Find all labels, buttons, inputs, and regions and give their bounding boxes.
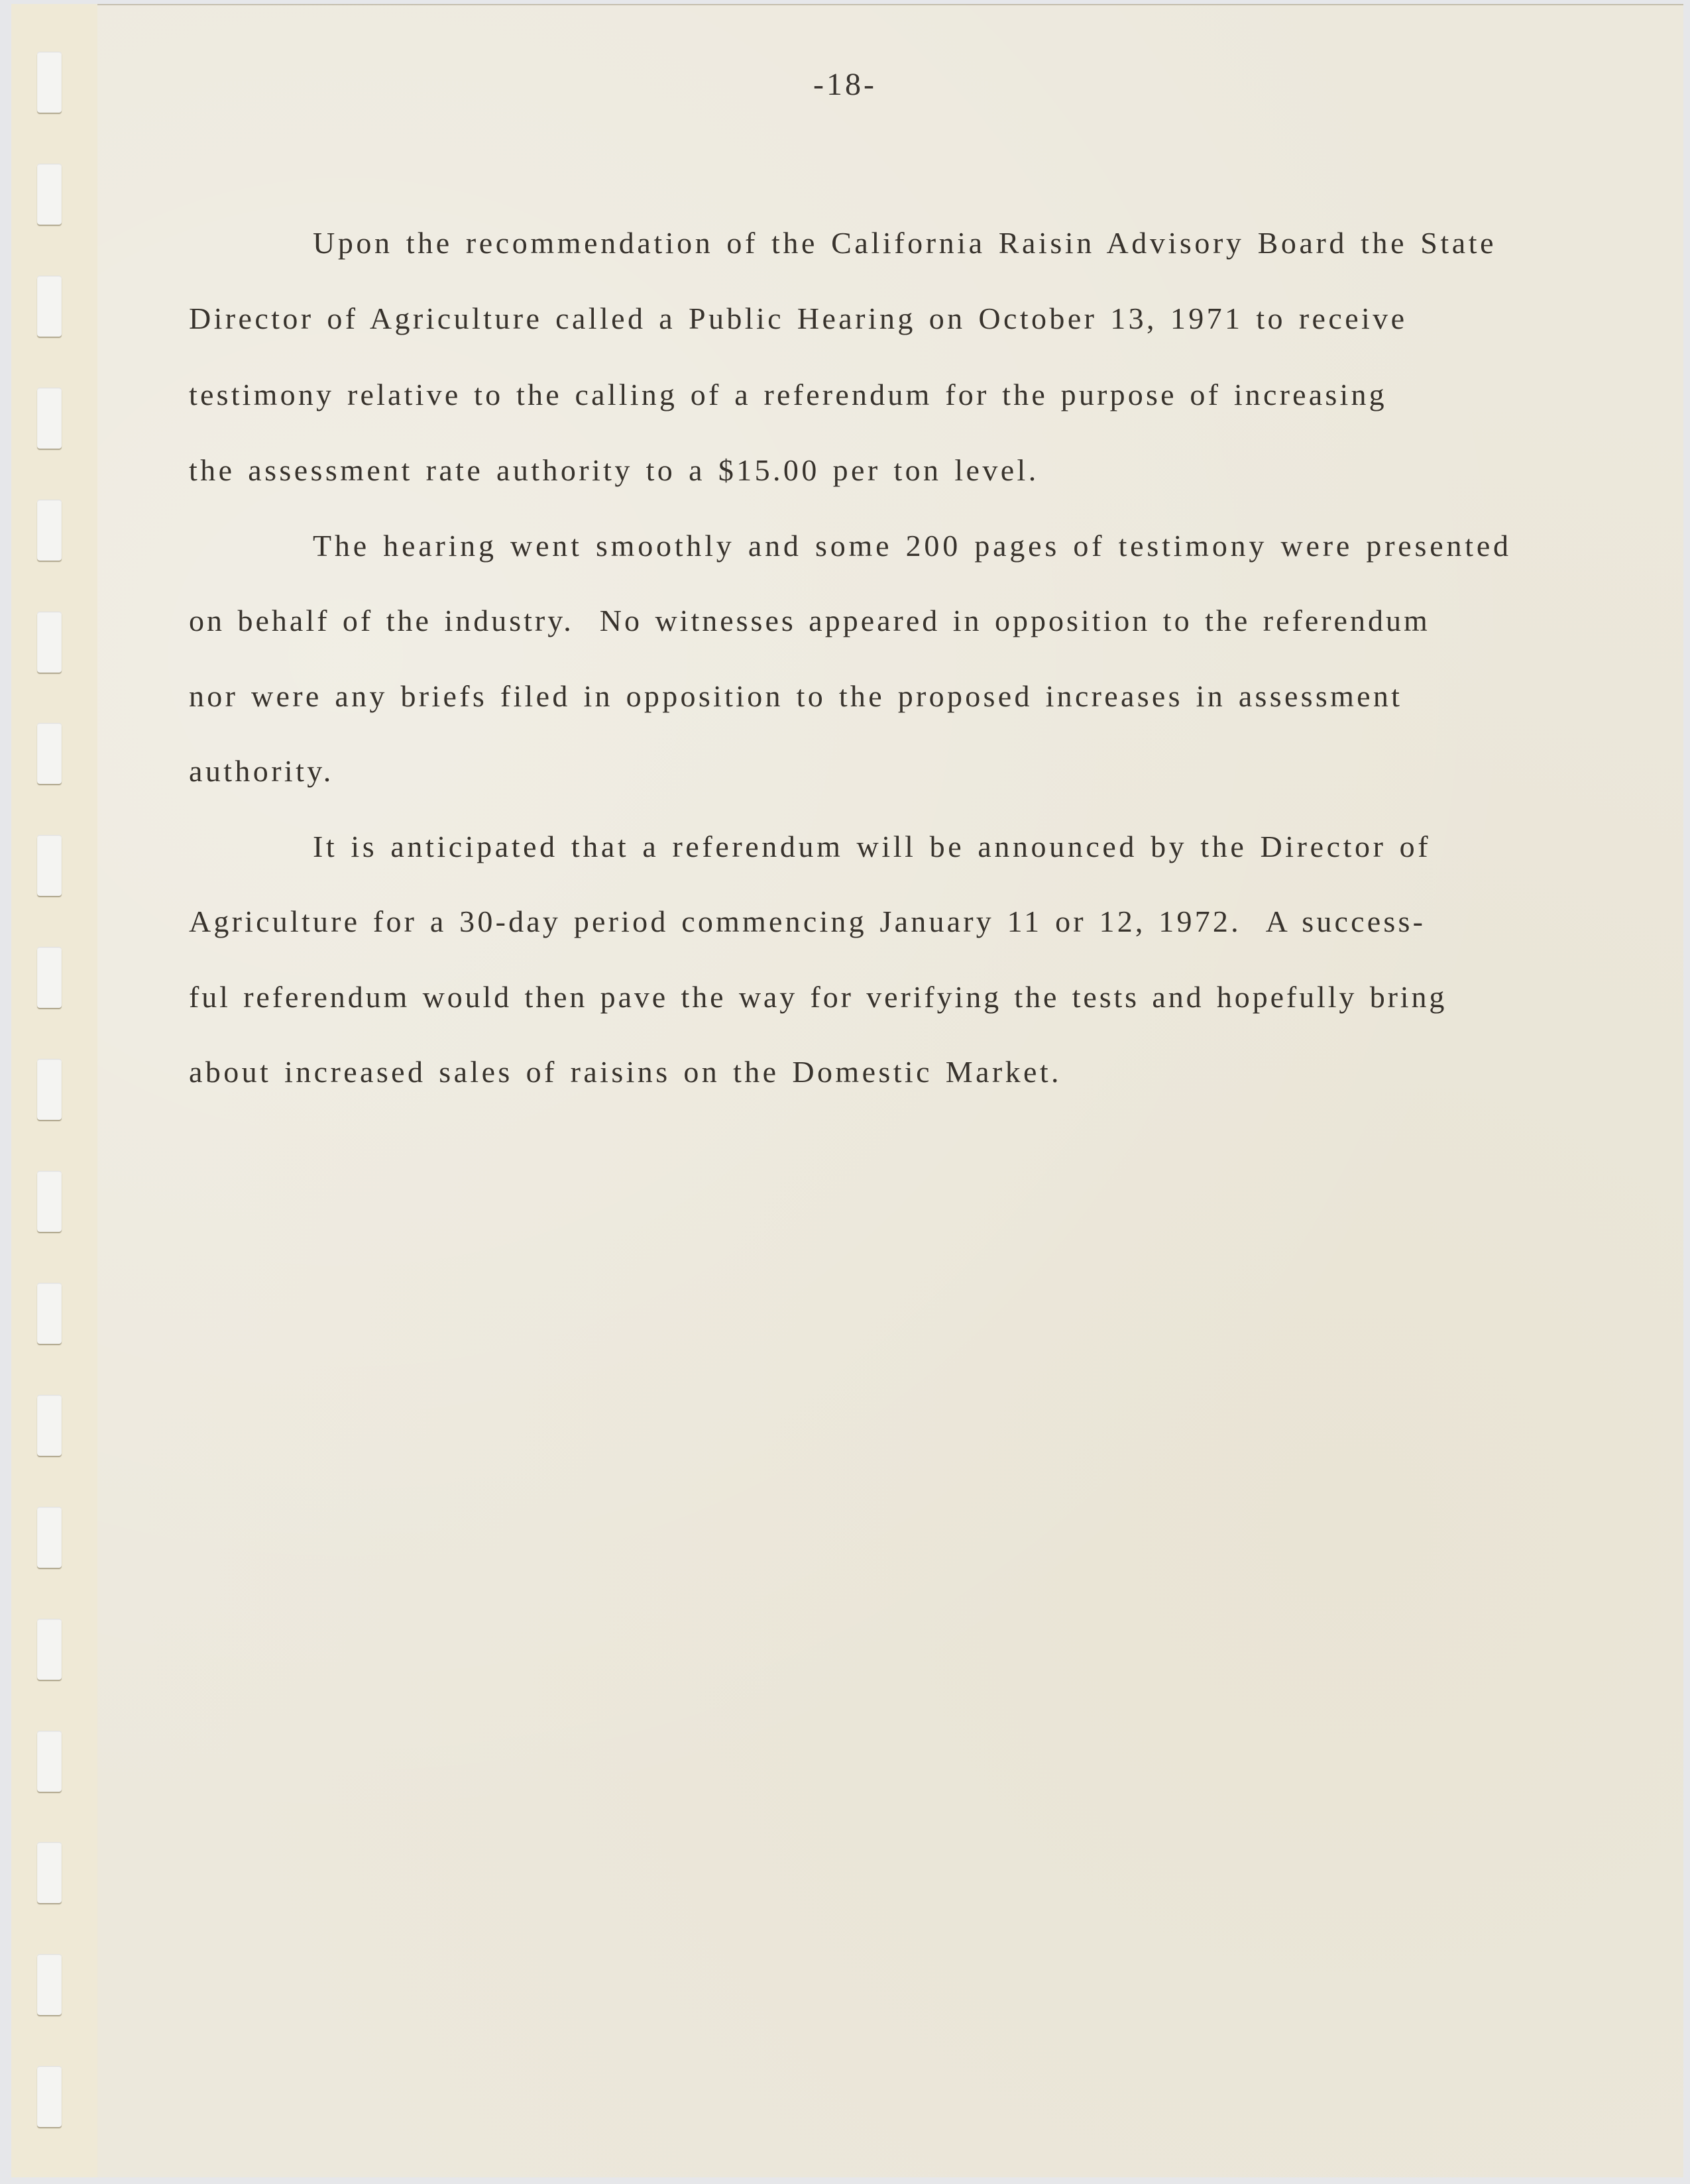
binding-hole bbox=[37, 276, 62, 337]
binding-hole bbox=[37, 1842, 62, 1903]
paragraph-1-line-1: Upon the recommendation of the California Raisin Advisory Board the State bbox=[313, 226, 1497, 260]
binding-hole bbox=[37, 1507, 62, 1568]
binding-hole bbox=[37, 1954, 62, 2015]
paragraph-1-line-4: the assessment rate authority to a $15.00 per ton level. bbox=[189, 453, 1039, 487]
paragraph-2-line-4: authority. bbox=[189, 754, 334, 788]
binding-hole bbox=[37, 1283, 62, 1344]
binding-hole bbox=[37, 612, 62, 673]
binding-hole bbox=[37, 835, 62, 896]
paragraph-3-line-2: Agriculture for a 30-day period commencing January 11 or 12, 1972. A success- bbox=[189, 904, 1426, 938]
binding-hole bbox=[37, 1731, 62, 1792]
paragraph-2-line-1: The hearing went smoothly and some 200 pages of testimony were presented bbox=[313, 529, 1512, 563]
binding-hole bbox=[37, 2066, 62, 2127]
binding-hole bbox=[37, 500, 62, 561]
paragraph-3-line-1: It is anticipated that a referendum will be announced by the Director of bbox=[313, 830, 1432, 863]
binding-hole bbox=[37, 1171, 62, 1232]
binding-hole bbox=[37, 1395, 62, 1456]
binding-hole bbox=[37, 388, 62, 449]
paragraph-1-line-3: testimony relative to the calling of a referendum for the purpose of increasing bbox=[189, 378, 1387, 411]
paragraph-3-line-4: about increased sales of raisins on the Domestic Market. bbox=[189, 1055, 1062, 1089]
paragraph-2-line-2: on behalf of the industry. No witnesses appeared in opposition to the referendum bbox=[189, 604, 1430, 637]
binding-hole bbox=[37, 947, 62, 1008]
binding-hole bbox=[37, 1619, 62, 1680]
page-number: -18- bbox=[813, 67, 877, 102]
binding-hole bbox=[37, 164, 62, 225]
paragraph-1-line-2: Director of Agriculture called a Public Hearing on October 13, 1971 to receive bbox=[189, 301, 1408, 335]
paragraph-3-line-3: ful referendum would then pave the way for verifying the tests and hopefully bring bbox=[189, 980, 1447, 1014]
binding-hole bbox=[37, 723, 62, 784]
paragraph-2-line-3: nor were any briefs filed in opposition to the proposed increases in assessment bbox=[189, 679, 1403, 713]
binding-hole bbox=[37, 1059, 62, 1120]
